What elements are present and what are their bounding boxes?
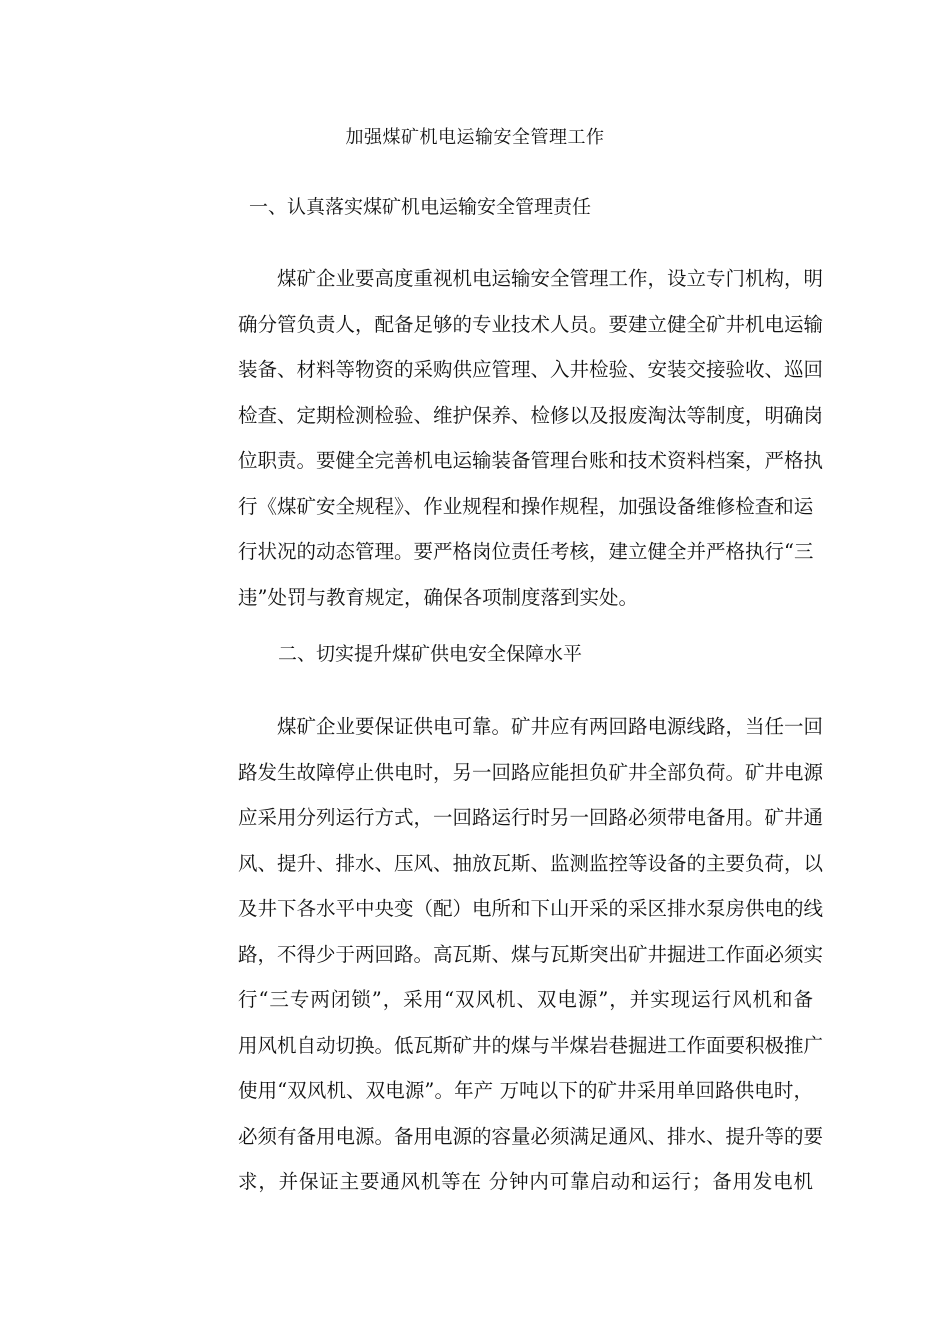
paragraph-line: 煤矿企业要高度重视机电运输安全管理工作，设立专门机构，明 <box>277 267 824 290</box>
paragraph-line: 行状况的动态管理。要严格岗位责任考核，建立健全并严格执行“三 <box>238 540 814 563</box>
paragraph-line: 违”处罚与教育规定，确保各项制度落到实处。 <box>238 585 638 609</box>
paragraph-line: 求，并保证主要通风机等在 分钟内可靠启动和运行；备用发电机 <box>238 1170 813 1193</box>
section-2-paragraph <box>238 704 824 1205</box>
paragraph-line: 行“三专两闭锁”，采用“双风机、双电源”，并实现运行风机和备 <box>238 988 813 1011</box>
paragraph-line: 应采用分列运行方式，一回路运行时另一回路必须带电备用。矿井通 <box>238 806 824 829</box>
paragraph-line: 位职责。要健全完善机电运输装备管理台账和技术资料档案，严格执 <box>238 449 824 472</box>
section-1-paragraph <box>238 256 824 620</box>
paragraph-line: 路，不得少于两回路。高瓦斯、煤与瓦斯突出矿井掘进工作面必须实 <box>238 942 824 966</box>
paragraph-line: 风、提升、排水、压风、抽放瓦斯、监测监控等设备的主要负荷，以 <box>238 851 824 875</box>
paragraph-line: 路发生故障停止供电时，另一回路应能担负矿井全部负荷。矿井电源 <box>238 760 824 784</box>
paragraph-line: 用风机自动切换。低瓦斯矿井的煤与半煤岩巷掘进工作面要积极推广 <box>238 1033 824 1057</box>
paragraph-line: 检查、定期检测检验、维护保养、检修以及报废淘汰等制度，明确岗 <box>238 403 824 427</box>
section-1-heading: 一、认真落实煤矿机电运输安全管理责任 <box>249 196 592 218</box>
paragraph-line: 使用“双风机、双电源”。年产 万吨以下的矿井采用单回路供电时， <box>238 1079 813 1102</box>
paragraph-line: 装备、材料等物资的采购供应管理、入井检验、安装交接验收、巡回 <box>238 358 824 381</box>
paragraph-line: 确分管负责人，配备足够的专业技术人员。要建立健全矿井机电运输 <box>238 312 824 336</box>
section-2-heading: 二、切实提升煤矿供电安全保障水平 <box>278 643 583 665</box>
paragraph-line: 煤矿企业要保证供电可靠。矿井应有两回路电源线路，当任一回 <box>277 715 824 738</box>
paragraph-line: 及井下各水平中央变（配）电所和下山开采的采区排水泵房供电的线 <box>238 897 824 920</box>
paragraph-line: 必须有备用电源。备用电源的容量必须满足通风、排水、提升等的要 <box>238 1124 824 1148</box>
document-title: 加强煤矿机电运输安全管理工作 <box>345 127 605 148</box>
paragraph-line: 行《煤矿安全规程》、作业规程和操作规程，加强设备维修检查和运 <box>238 494 814 518</box>
